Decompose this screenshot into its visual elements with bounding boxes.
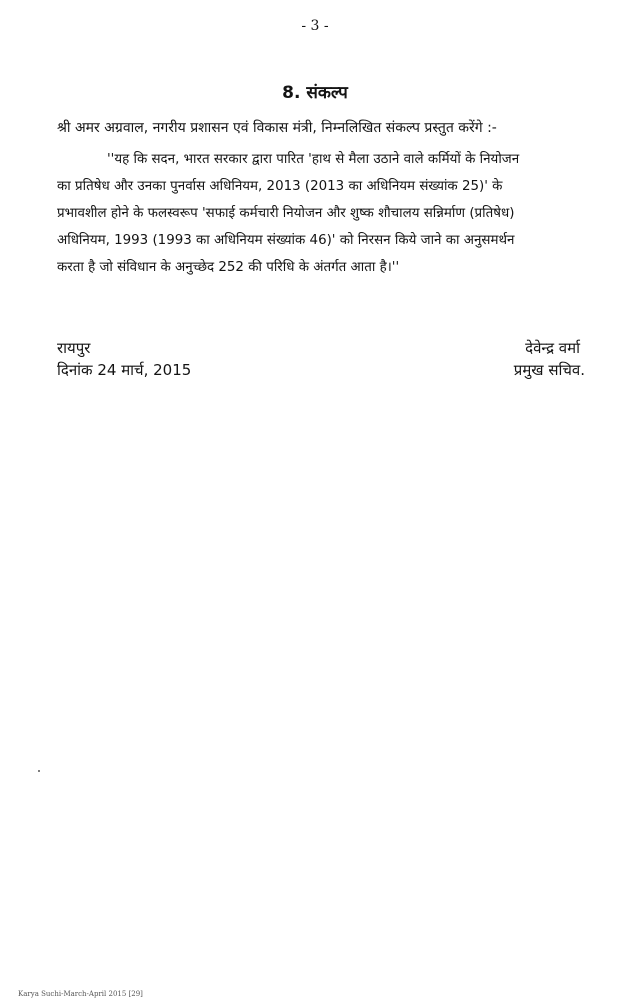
resolution-line: ''यह कि सदन, भारत सरकार द्वारा पारित 'हाथ से मैला उठाने वाले कर्मियों के नियोजन <box>107 152 520 167</box>
intro-text: श्री अमर अग्रवाल, नगरीय प्रशासन एवं विकास मंत्री, निम्नलिखित संकल्प प्रस्तुत करेंगे :- <box>57 120 497 136</box>
place: रायपुर <box>57 339 91 357</box>
section-title: 8. संकल्प <box>282 83 348 103</box>
resolution-line: का प्रतिषेध और उनका पुनर्वास अधिनियम, 2013 (2013 का अधिनियम संख्यांक 25)' के <box>57 179 503 194</box>
footer-reference: Karya Suchi-March-April 2015 [29] <box>18 990 143 998</box>
resolution-line: प्रभावशील होने के फलस्वरूप 'सफाई कर्मचारी नियोजन और शुष्क शौचालय सन्निर्माण (प्रतिषेध) <box>57 206 515 221</box>
resolution-text <box>57 146 585 281</box>
signatory-title: प्रमुख सचिव. <box>513 361 585 379</box>
resolution-line: करता है जो संविधान के अनुच्छेद 252 की परिधि के अंतर्गत आता है।'' <box>57 260 400 275</box>
signatory-name: देवेन्द्र वर्मा <box>525 339 580 357</box>
resolution-line: अधिनियम, 1993 (1993 का अधिनियम संख्यांक 46)' को निरसन किये जाने का अनुसमर्थन <box>57 233 515 248</box>
date: दिनांक 24 मार्च, 2015 <box>57 361 192 379</box>
scan-speck <box>38 770 40 772</box>
page-number: - 3 - <box>301 18 329 34</box>
